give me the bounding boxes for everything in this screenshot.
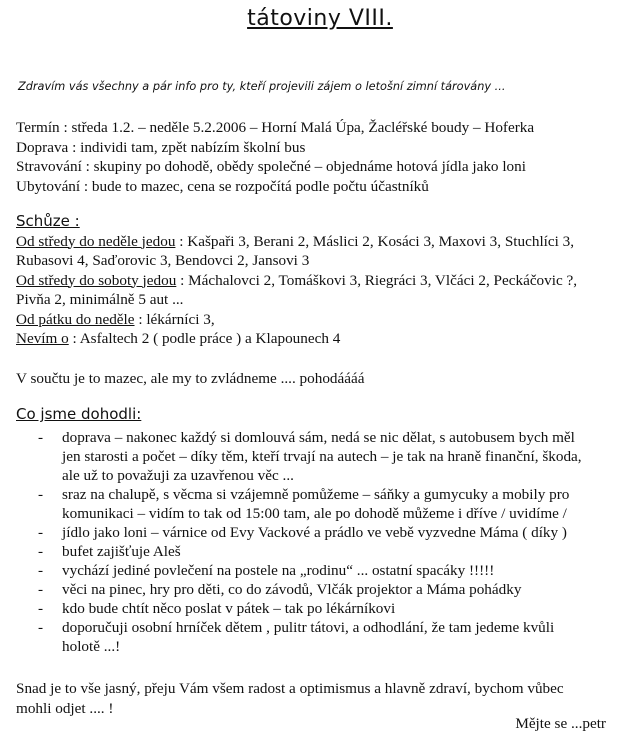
info-transport: Doprava : individi tam, zpět nabízím školní bus xyxy=(16,138,306,156)
group-fri-sun-label: Od pátku do neděle xyxy=(16,310,135,328)
agreed-heading-wrap xyxy=(16,405,631,425)
list-item xyxy=(16,523,631,542)
signature: Mějte se ...petr xyxy=(515,715,606,732)
list-item xyxy=(16,485,631,523)
schuze-heading: Schůze : xyxy=(16,212,80,230)
group-unknown xyxy=(16,329,631,349)
list-item xyxy=(16,599,631,618)
group-wed-sat-label: Od středy do soboty jedou xyxy=(16,271,177,289)
list-item-text: doporučuji osobní hrníček dětem , pulitr tátovi, a odhodlání, že tam jedeme kvůli holotě ...! xyxy=(62,619,555,655)
bullet-dash: - xyxy=(38,581,44,598)
list-item xyxy=(16,542,631,561)
group-wed-sun-cont: Rubasovi 4, Saďorovic 3, Bendovci 2, Jansovi 3 xyxy=(16,252,310,269)
group-unknown-text: : Asfaltech 2 ( podle práce ) a Klapounech 4 xyxy=(68,330,341,347)
group-wed-sat xyxy=(16,271,631,291)
list-item-text: sraz na chalupě, s věcma si vzájemně pomůžeme – sáňky a gumycuky a mobily pro komunikaci – vidím to tak od 15:00 tam, ale po dohodě můžeme i dříve / uvidíme / xyxy=(62,486,570,522)
list-item-text: vychází jediné povlečení na postele na „rodinu“ ... ostatní spacáky !!!!! xyxy=(62,562,495,579)
info-term: Termín : středa 1.2. – neděle 5.2.2006 – Horní Malá Úpa, Žacléřské boudy – Hoferka xyxy=(16,119,535,136)
bullet-dash: - xyxy=(38,543,44,560)
list-item-text: jídlo jako loni – várnice od Evy Vackové a prádlo ve vebě vyzvedne Máma ( díky ) xyxy=(62,524,567,541)
group-fri-sun xyxy=(16,310,631,330)
document-title: tátoviny VIII. xyxy=(247,6,393,31)
list-item-text: doprava – nakonec každý si domlouvá sám, nedá se nic dělat, s autobusem bych měl jen starosti a počet – díky těm, kteří trvají na autech – je tak na hraně finanční, škoda, ale už to považuji za uzavřenou věc ... xyxy=(62,429,582,484)
group-wed-sun-text: : Kašpaři 3, Berani 2, Máslici 2, Kosáci 3, Maxovi 3, Stuchlíci 3, xyxy=(175,232,575,250)
list-item xyxy=(16,428,631,485)
list-item xyxy=(16,618,631,656)
group-unknown-label: Nevím o xyxy=(16,330,69,347)
list-item xyxy=(16,580,631,599)
info-section xyxy=(16,118,631,196)
bullet-dash: - xyxy=(38,429,44,446)
bullet-dash: - xyxy=(38,524,44,541)
summary-line: V součtu je to mazec, ale my to zvládneme .... pohodáááá xyxy=(16,370,365,387)
list-item xyxy=(16,561,631,580)
group-wed-sun xyxy=(16,232,631,252)
list-item-text: věci na pinec, hry pro děti, co do závodů, Vlčák projektor a Máma pohádky xyxy=(62,581,522,598)
bullet-dash: - xyxy=(38,600,44,617)
agreed-list xyxy=(16,428,631,656)
schuze-section xyxy=(16,212,631,349)
group-wed-sun-label: Od středy do neděle jedou xyxy=(16,232,176,250)
bullet-dash: - xyxy=(38,619,44,636)
group-wed-sat-text: : Máchalovci 2, Tomáškovi 3, Riegráci 3, Vlčáci 2, Peckáčovic ?, xyxy=(176,271,578,289)
bullet-dash: - xyxy=(38,562,44,579)
bullet-dash: - xyxy=(38,486,44,503)
info-meals: Stravování : skupiny po dohodě, obědy společné – objednáme hotová jídla jako loni xyxy=(16,158,526,175)
agreed-heading: Co jsme dohodli: xyxy=(16,405,142,423)
group-fri-sun-text: : lékárníci 3, xyxy=(134,310,215,328)
closing-paragraph: Snad je to vše jasný, přeju Vám všem radost a optimismus a hlavně zdraví, bychom vůbec mohli odjet .... ! xyxy=(16,680,564,717)
info-accommodation: Ubytování : bude to mazec, cena se rozpočítá podle počtu účastníků xyxy=(16,177,429,195)
list-item-text: bufet zajišťuje Aleš xyxy=(62,543,181,560)
greeting-line: Zdravím vás všechny a pár info pro ty, kteří projevili zájem o letošní zimní tárovány ... xyxy=(18,80,506,93)
list-item-text: kdo bude chtít něco poslat v pátek – tak po lékárníkovi xyxy=(62,600,396,617)
group-wed-sat-cont: Pivňa 2, minimálně 5 aut ... xyxy=(16,291,184,308)
